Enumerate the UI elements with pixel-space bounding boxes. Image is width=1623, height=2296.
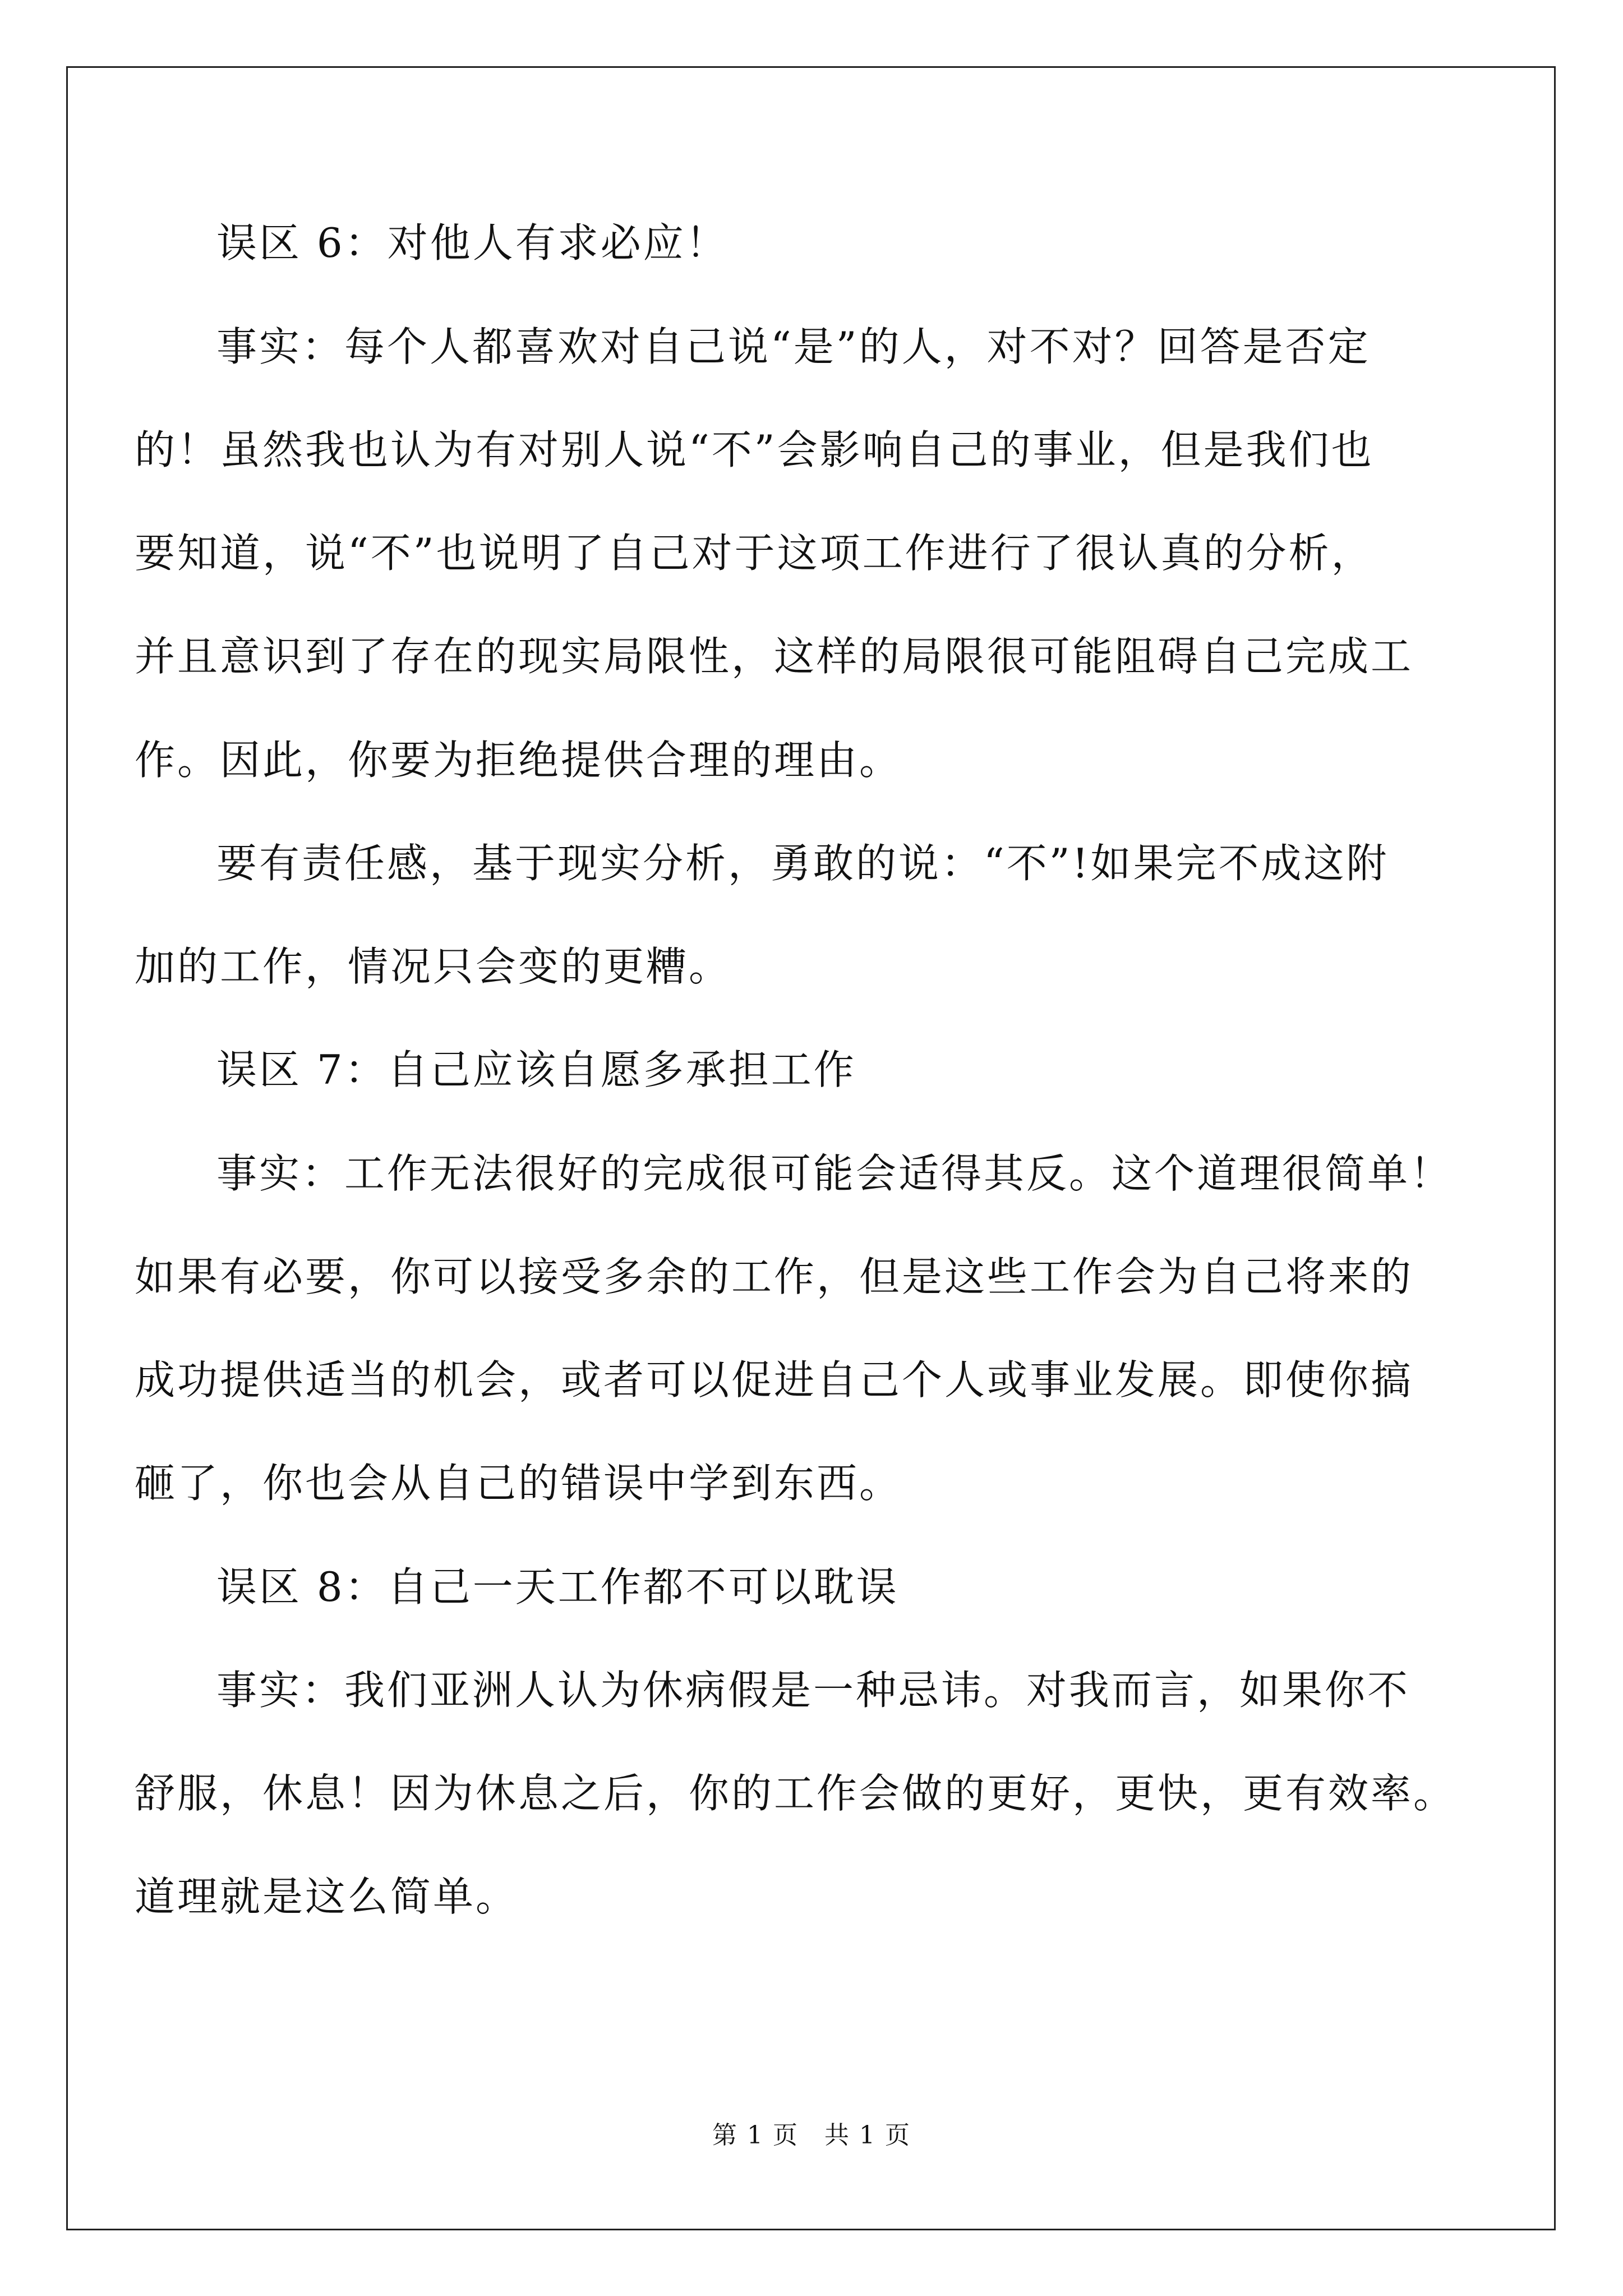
text-line: 事实：我们亚洲人认为休病假是一种忌讳。对我而言，如果你不 (216, 1667, 1410, 1714)
text-line: 事实：工作无法很好的完成很可能会适得其反。这个道理很简单！ (216, 1150, 1453, 1197)
heading-myth-8: 误区 8：自己一天工作都不可以耽误 (216, 1563, 899, 1611)
text-line: 砸了，你也会从自己的错误中学到东西。 (135, 1460, 902, 1507)
heading-myth-6: 误区 6：对他人有求必应！ (216, 219, 728, 266)
text-line: 道理就是这么简单。 (135, 1873, 519, 1920)
text-line: 加的工作，情况只会变的更糟。 (135, 943, 732, 990)
text-line: 作。因此，你要为拒绝提供合理的理由。 (135, 737, 902, 784)
text-line: 要知道，说“不”也说明了自己对于这项工作进行了很认真的分析， (135, 530, 1374, 577)
text-line: 事实：每个人都喜欢对自己说“是”的人，对不对？回答是否定 (216, 323, 1371, 370)
text-line: 要有责任感，基于现实分析，勇敢的说：“不”!如果完不成这附 (216, 840, 1389, 887)
text-line: 舒服，休息！因为休息之后，你的工作会做的更好，更快，更有效率。 (135, 1770, 1456, 1817)
page-footer: 第 1 页 共 1 页 (712, 2121, 911, 2150)
text-line: 如果有必要，你可以接受多余的工作，但是这些工作会为自己将来的 (135, 1253, 1414, 1300)
heading-myth-7: 误区 7：自己应该自愿多承担工作 (216, 1046, 856, 1093)
text-line: 并且意识到了存在的现实局限性，这样的局限很可能阻碍自己完成工 (135, 633, 1414, 680)
text-line: 的！虽然我也认为有对别人说“不”会影响自己的事业，但是我们也 (135, 426, 1374, 473)
text-line: 成功提供适当的机会，或者可以促进自己个人或事业发展。即使你搞 (135, 1356, 1414, 1404)
